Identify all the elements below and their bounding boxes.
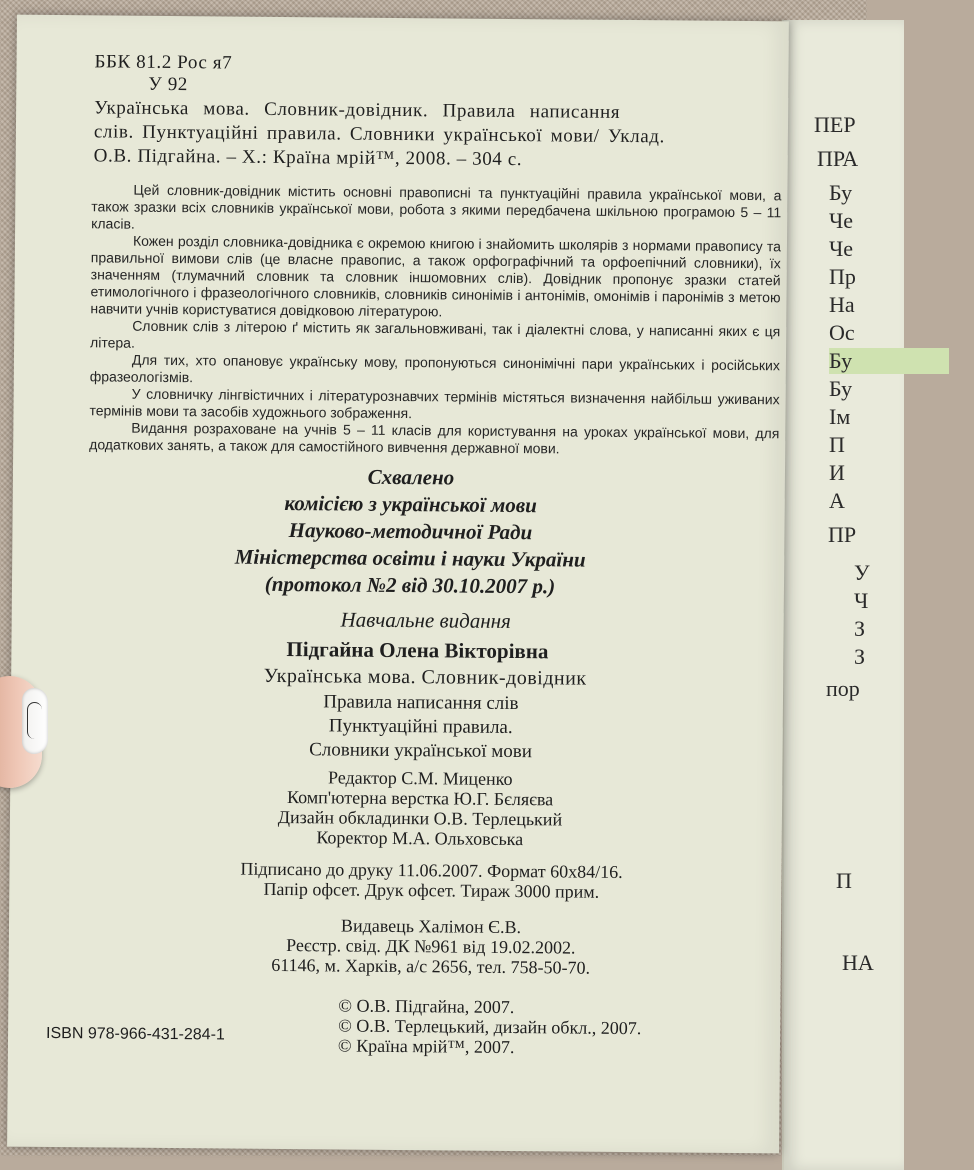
description-paragraph: Видання розраховане на учнів 5 – 11 класів для користування на уроках української мови, для додаткових занять, а також для самостійного вивчення державної мови. — [89, 419, 780, 457]
udk-code: У 92 — [148, 73, 189, 96]
description-paragraph: Для тих, хто опановує українську мову, пропонуються синонімічні пари українських і російських фразеологізмів. — [89, 351, 780, 386]
description-paragraph: У словничку лінгвістичних і літературознавчих термінів містяться визначення найбільш уживаних термінів мови та засобів художнього зображення. — [89, 385, 780, 422]
approval-line: комісією з української мови — [284, 491, 538, 518]
right-page-fragment — [782, 20, 904, 1170]
right-frag-19: пор — [826, 676, 860, 701]
right-frag-6: На — [829, 292, 855, 317]
approval-block — [24, 461, 797, 603]
isbn: ISBN 978-966-431-284-1 — [45, 1024, 225, 1044]
publisher-info: Реєстр. свід. ДК №961 від 19.02.2002. — [286, 935, 576, 958]
description-paragraph: Словник слів з літерою ґ містить як загальновживані, так і діалектні слова, у написанні яких є ця літера. — [90, 317, 781, 351]
biblio-line-2: слів. Пунктуаційні правила. Словники української мови/ Уклад. — [93, 121, 666, 148]
right-frag-3: Че — [829, 208, 854, 233]
copyright-line: © О.В. Терлецький, дизайн обкл., 2007. — [338, 1015, 642, 1039]
book-title: Українська мова. Словник-довідник — [263, 664, 587, 690]
bbk-code: ББК 81.2 Рос я7 — [94, 51, 233, 74]
thumbnail — [22, 688, 48, 754]
credit-editor: Редактор С.М. Миценко — [327, 767, 513, 790]
approval-line: (протокол №2 від 30.10.2007 р.) — [264, 571, 556, 599]
biblio-line-1: Українська мова. Словник-довідник. Правила написання — [94, 97, 621, 123]
right-frag-8: Бу — [829, 348, 949, 374]
credit-layout: Комп'ютерна верстка Ю.Г. Бєляєва — [286, 787, 554, 810]
right-frag-2: Бу — [829, 180, 853, 205]
right-frag-16: Ч — [854, 588, 869, 613]
description-paragraph: Цей словник-довідник містить основні правописні та пунктуаційні правила української мови, а також зразки всіх словників української мови, робота з якими передбачена шкільною програмою 5 – 11 класів. — [91, 181, 782, 232]
right-frag-0: ПЕР — [814, 112, 856, 137]
right-frag-18: З — [854, 644, 866, 669]
book-page — [7, 15, 789, 1154]
print-info: Підписано до друку 11.06.2007. Формат 60х84/16. — [240, 858, 623, 882]
print-info: Папір офсет. Друк офсет. Тираж 3000 прим. — [263, 878, 600, 902]
author-name: Підгайна Олена Вікторівна — [286, 637, 549, 664]
publisher-info: 61146, м. Харків, а/с 2656, тел. 758-50-70. — [271, 954, 591, 978]
copyright-line: © О.В. Підгайна, 2007. — [338, 995, 515, 1018]
right-frag-7: Ос — [829, 320, 855, 345]
publisher-info: Видавець Халімон Є.В. — [340, 915, 522, 938]
subtitle-line: Правила написання слів — [323, 691, 519, 715]
credit-cover: Дизайн обкладинки О.В. Терлецький — [277, 806, 563, 830]
subtitle-line: Словники української мови — [309, 739, 533, 763]
right-frag-10: Ім — [829, 404, 851, 429]
approval-line: Схвалено — [367, 464, 455, 490]
right-frag-11: П — [829, 432, 845, 457]
right-frag-17: З — [854, 616, 866, 641]
right-frag-5: Пр — [829, 264, 856, 289]
edition-type: Навчальне видання — [340, 607, 511, 633]
right-frag-4: Че — [829, 236, 854, 261]
biblio-line-3: О.В. Підгайна. – Х.: Країна мрій™, 2008. – 304 с. — [93, 145, 523, 171]
description-paragraph: Кожен розділ словника-довідника є окремою книгою і знайомить школярів з нормами правопису та правильної вимови слів (це власне правопис, а також орфографічний та орфоепічний словники), їх значенням (тлумачний словник та словник іншомовних слів). Довідник пропонує зразки статей етимологічного і фразеологічного словників, словників синонімів і антонімів, омонімів і паронімів з метою навчити учнів користуватися довідковою літературою. — [90, 232, 782, 320]
right-frag-13: А — [829, 488, 845, 513]
right-frag-15: У — [854, 560, 870, 585]
credit-proof: Коректор М.А. Ольховська — [316, 827, 524, 850]
right-frag-1: ПРА — [817, 146, 859, 171]
right-frag-20: П — [836, 868, 852, 893]
approval-line: Міністерства освіти і науки України — [234, 544, 586, 572]
right-frag-21: НА — [842, 950, 874, 975]
right-frag-14: ПР — [828, 522, 857, 547]
subtitle-line: Пунктуаційні правила. — [328, 715, 513, 739]
copyright-line: © Країна мрій™, 2007. — [337, 1035, 515, 1058]
approval-line: Науково-методичної Ради — [288, 518, 533, 545]
right-frag-12: И — [829, 460, 845, 485]
description-block — [89, 181, 781, 459]
right-frag-9: Бу — [829, 376, 853, 401]
